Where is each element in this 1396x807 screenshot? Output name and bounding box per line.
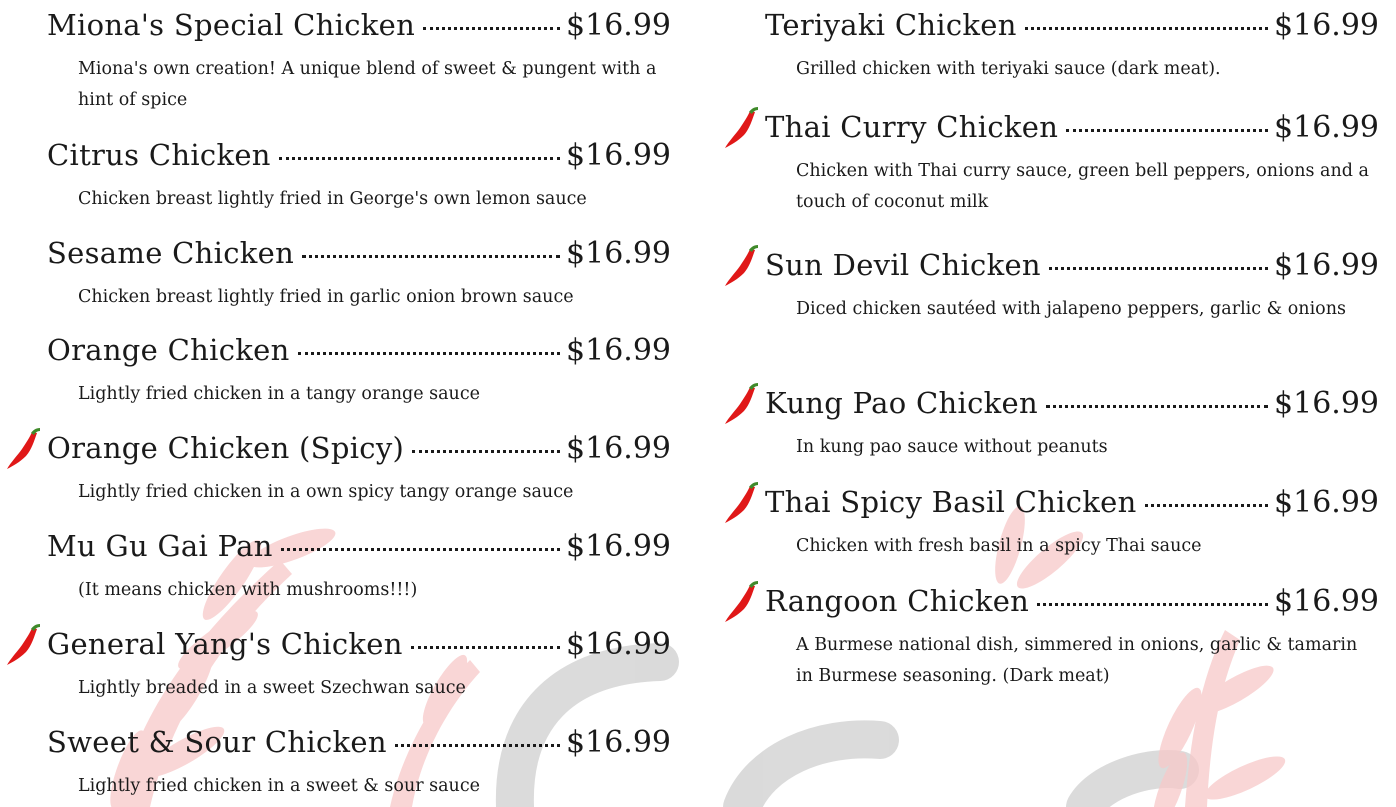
menu-item: [765, 386, 1379, 463]
menu-item-description: (It means chicken with mushrooms!!!): [78, 580, 418, 600]
menu-item-header: [47, 725, 671, 765]
menu-item-price: $16.99: [566, 431, 671, 466]
menu-item-header: [765, 110, 1379, 150]
dot-leader: [1145, 504, 1268, 507]
menu-item: [47, 431, 671, 508]
menu-item-description: Lightly fried chicken in a sweet & sour sauce: [78, 776, 480, 796]
menu-item-header: [47, 138, 671, 178]
menu-item-description: Chicken breast lightly fried in George's own lemon sauce: [78, 189, 587, 209]
menu-item-header: [47, 8, 671, 48]
menu-item: [47, 8, 671, 116]
menu-item-description: In kung pao sauce without peanuts: [796, 437, 1108, 457]
menu-item: [765, 8, 1379, 85]
menu-item-header: [765, 485, 1379, 525]
menu-item-description: Lightly fried chicken in a own spicy tangy orange sauce: [78, 482, 574, 502]
menu-item-header: [765, 248, 1379, 288]
chili-pepper-icon: [5, 427, 43, 471]
menu-item-description: Diced chicken sautéed with jalapeno peppers, garlic & onions: [796, 299, 1346, 319]
menu-item-header: [765, 584, 1379, 624]
menu-item: [765, 248, 1379, 325]
dot-leader: [279, 157, 560, 160]
dot-leader: [1025, 27, 1268, 30]
menu-item-name: Mu Gu Gai Pan: [47, 529, 273, 563]
menu-item-price: $16.99: [1274, 485, 1379, 520]
menu-item: [47, 725, 671, 802]
chili-pepper-icon: [723, 580, 761, 624]
menu-item-price: $16.99: [1274, 110, 1379, 145]
menu-item-name: Orange Chicken (Spicy): [47, 431, 405, 465]
dot-leader: [1066, 129, 1268, 132]
dot-leader: [1049, 267, 1268, 270]
dot-leader: [411, 646, 560, 649]
menu-item-name: Thai Curry Chicken: [765, 110, 1059, 144]
dot-leader: [302, 255, 560, 258]
menu-item-header: [47, 236, 671, 276]
chili-pepper-icon: [723, 244, 761, 288]
menu-item-price: $16.99: [566, 333, 671, 368]
menu-item: [47, 333, 671, 410]
menu-item-name: Sweet & Sour Chicken: [47, 725, 387, 759]
menu-item-header: [765, 386, 1379, 426]
menu-item-description: A Burmese national dish, simmered in onions, garlic & tamarin in Burmese seasoning. (Dark meat): [796, 635, 1358, 686]
menu-item-price: $16.99: [566, 236, 671, 271]
menu-item: [47, 627, 671, 704]
menu-item-header: [47, 627, 671, 667]
menu-item-name: General Yang's Chicken: [47, 627, 403, 661]
menu-item: [47, 529, 671, 606]
menu-item: [47, 138, 671, 215]
dot-leader: [1046, 405, 1268, 408]
menu-item-price: $16.99: [566, 8, 671, 43]
menu-item-description: Miona's own creation! A unique blend of sweet & pungent with a hint of spice: [78, 59, 657, 110]
menu-item: [765, 110, 1379, 218]
dot-leader: [1037, 603, 1268, 606]
menu-item: [765, 485, 1379, 562]
menu-item-price: $16.99: [566, 725, 671, 760]
menu-item-description: Grilled chicken with teriyaki sauce (dark meat).: [796, 59, 1221, 79]
menu-item-header: [47, 529, 671, 569]
menu-item-price: $16.99: [566, 529, 671, 564]
menu-item-name: Miona's Special Chicken: [47, 8, 416, 42]
dot-leader: [412, 450, 560, 453]
menu-item-name: Citrus Chicken: [47, 138, 271, 172]
chili-pepper-icon: [723, 481, 761, 525]
menu-item-description: Chicken breast lightly fried in garlic onion brown sauce: [78, 287, 574, 307]
menu-item-description: Chicken with fresh basil in a spicy Thai sauce: [796, 536, 1202, 556]
menu-item-description: Lightly breaded in a sweet Szechwan sauce: [78, 678, 466, 698]
menu-item: [765, 584, 1379, 692]
menu-item: [47, 236, 671, 313]
dot-leader: [395, 744, 560, 747]
menu-item-name: Kung Pao Chicken: [765, 386, 1038, 420]
menu-item-header: [47, 431, 671, 471]
menu-item-name: Teriyaki Chicken: [765, 8, 1017, 42]
menu-item-price: $16.99: [1274, 386, 1379, 421]
menu-item-header: [765, 8, 1379, 48]
menu-item-price: $16.99: [566, 138, 671, 173]
menu-item-name: Orange Chicken: [47, 333, 290, 367]
menu-item-name: Sun Devil Chicken: [765, 248, 1041, 282]
menu-item-header: [47, 333, 671, 373]
menu-item-price: $16.99: [566, 627, 671, 662]
menu-item-name: Rangoon Chicken: [765, 584, 1030, 618]
menu-item-name: Sesame Chicken: [47, 236, 295, 270]
menu-item-price: $16.99: [1274, 584, 1379, 619]
menu-item-description: Lightly fried chicken in a tangy orange sauce: [78, 384, 480, 404]
chili-pepper-icon: [723, 382, 761, 426]
chili-pepper-icon: [5, 623, 43, 667]
dot-leader: [423, 27, 560, 30]
menu-item-name: Thai Spicy Basil Chicken: [765, 485, 1137, 519]
dot-leader: [281, 548, 560, 551]
menu-item-price: $16.99: [1274, 8, 1379, 43]
menu-item-description: Chicken with Thai curry sauce, green bell peppers, onions and a touch of coconut milk: [796, 161, 1369, 212]
menu-item-price: $16.99: [1274, 248, 1379, 283]
chili-pepper-icon: [723, 106, 761, 150]
dot-leader: [298, 352, 560, 355]
